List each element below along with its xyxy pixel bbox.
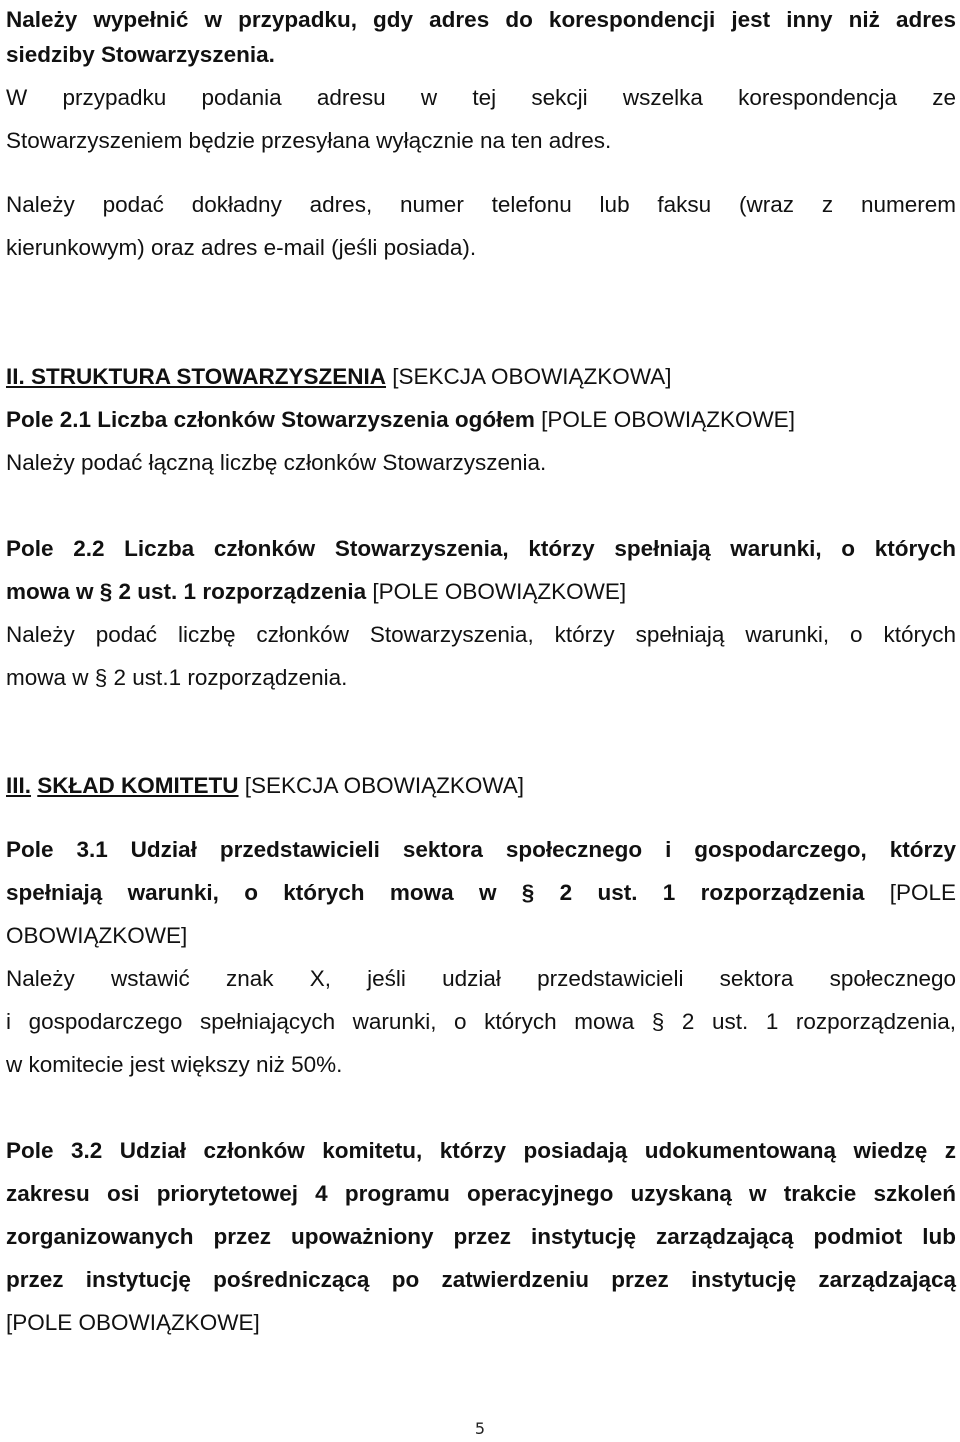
correspondence-note-line-2: Stowarzyszeniem będzie przesyłana wyłącznie na ten adres.: [6, 128, 612, 153]
field-2-2-description-line-2: mowa w § 2 ust.1 rozporządzenia.: [6, 665, 348, 690]
field-3-1-label-line-1: Pole 3.1 Udział przedstawicieli sektora społecznego i gospodarczego, którzy: [6, 837, 956, 862]
section-3-heading: [6, 764, 524, 807]
field-3-2-label-line-1: Pole 3.2 Udział członków komitetu, którzy posiadają udokumentowaną wiedzę z: [6, 1138, 956, 1163]
field-3-1-label-line-2: spełniają warunki, o których mowa w § 2 ust. 1 rozporządzenia [POLE: [6, 880, 956, 905]
field-2-2-description-line-1: Należy podać liczbę członków Stowarzyszenia, którzy spełniają warunki, o których: [6, 622, 956, 647]
field-3-2-label-line-2: zakresu osi priorytetowej 4 programu operacyjnego uzyskaną w trakcie szkoleń: [6, 1181, 956, 1206]
field-3-1-description-line-3: w komitecie jest większy niż 50%.: [6, 1052, 343, 1077]
address-note-line-1: Należy podać dokładny adres, numer telefonu lub faksu (wraz z numerem: [6, 192, 956, 217]
field-3-2-label-line-3: zorganizowanych przez upoważniony przez instytucję zarządzającą podmiot lub: [6, 1224, 956, 1249]
section-3-title: SKŁAD KOMITETU: [37, 773, 239, 798]
page-number: 5: [474, 1419, 486, 1438]
address-note-line-2: kierunkowym) oraz adres e-mail (jeśli posiada).: [6, 235, 477, 260]
section-3-number: III.: [6, 773, 32, 798]
intro-bold-line-1: Należy wypełnić w przypadku, gdy adres do korespondencji jest inny niż adres: [6, 7, 956, 32]
field-2-1-description: Należy podać łączną liczbę członków Stowarzyszenia.: [6, 450, 547, 475]
field-3-1-description-line-2: i gospodarczego spełniających warunki, o których mowa § 2 ust. 1 rozporządzenia,: [6, 1009, 956, 1034]
field-3-1-tag-line-3: OBOWIĄZKOWE]: [6, 923, 188, 948]
section-2-heading: [6, 355, 671, 398]
field-2-2-label-line-1: Pole 2.2 Liczba członków Stowarzyszenia, którzy spełniają warunki, o których: [6, 536, 956, 561]
intro-bold-line-2: siedziby Stowarzyszenia.: [6, 42, 275, 67]
field-3-1-description-line-1: Należy wstawić znak X, jeśli udział przedstawicieli sektora społecznego: [6, 966, 956, 991]
section-2-title: II. STRUKTURA STOWARZYSZENIA: [6, 364, 387, 389]
correspondence-note-line-1: W przypadku podania adresu w tej sekcji wszelka korespondencja ze: [6, 85, 956, 110]
section-3-tag: [SEKCJA OBOWIĄZKOWA]: [238, 773, 524, 798]
field-2-1-label: Pole 2.1 Liczba członków Stowarzyszenia ogółem [POLE OBOWIĄZKOWE]: [6, 407, 795, 432]
field-3-2-tag: [POLE OBOWIĄZKOWE]: [6, 1310, 260, 1335]
field-3-2-label-line-4: przez instytucję pośredniczącą po zatwierdzeniu przez instytucję zarządzającą: [6, 1267, 956, 1292]
section-2-tag: [SEKCJA OBOWIĄZKOWA]: [386, 364, 672, 389]
field-2-2-label-line-2: mowa w § 2 ust. 1 rozporządzenia [POLE OBOWIĄZKOWE]: [6, 579, 627, 604]
